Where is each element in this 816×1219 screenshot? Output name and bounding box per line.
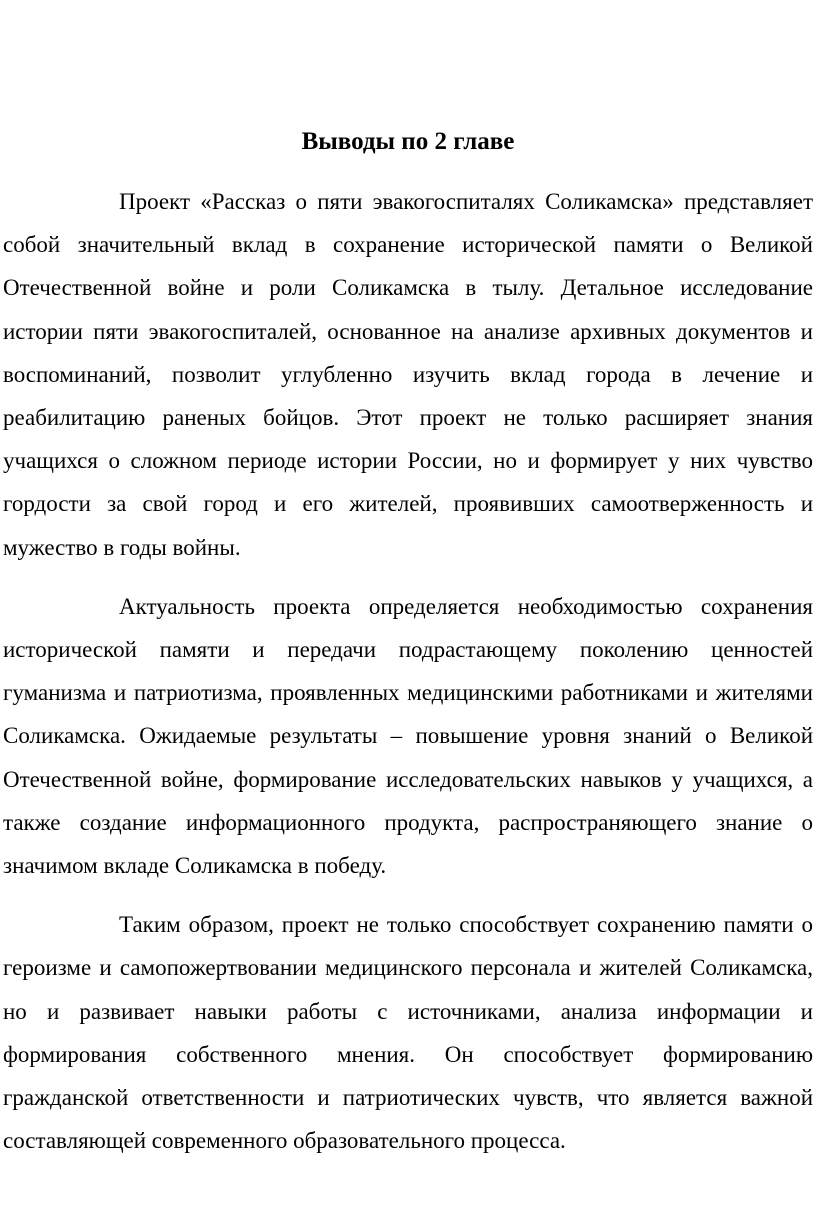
document-body [3,180,813,1162]
paragraph-conclusion: Таким образом, проект не только способствует сохранению памяти о героизме и самопожертвовании медицинского персонала и жителей Соликамска, но и развивает навыки работы с источниками, анализа информации и формирования собственного мнения. Он способствует формированию гражданской ответственности и патриотических чувств, что является важной составляющей современного образовательного процесса. [3,912,813,1154]
paragraph-project-description: Проект «Рассказ о пяти эвакогоспиталях Соликамска» представляет собой значительный вклад в сохранение исторической памяти о Великой Отечественной войне и роли Соликамска в тылу. Детальное исследование истории пяти эвакогоспиталей, основанное на анализе архивных документов и воспоминаний, позволит углубленно изучить вклад города в лечение и реабилитацию раненых бойцов. Этот проект не только расширяет знания учащихся о сложном периоде истории России, но и формирует у них чувство гордости за свой город и его жителей, проявивших самоотверженность и мужество в годы войны. [3,189,813,560]
chapter-conclusion-title: Выводы по 2 главе [301,128,515,155]
paragraph-project-relevance: Актуальность проекта определяется необходимостью сохранения исторической памяти и передачи подрастающему поколению ценностей гуманизма и патриотизма, проявленных медицинскими работниками и жителями Соликамска. Ожидаемые результаты – повышение уровня знаний о Великой Отечественной войне, формирование исследовательских навыков у учащихся, а также создание информационного продукта, распространяющего знание о значимом вкладе Соликамска в победу. [3,593,813,879]
